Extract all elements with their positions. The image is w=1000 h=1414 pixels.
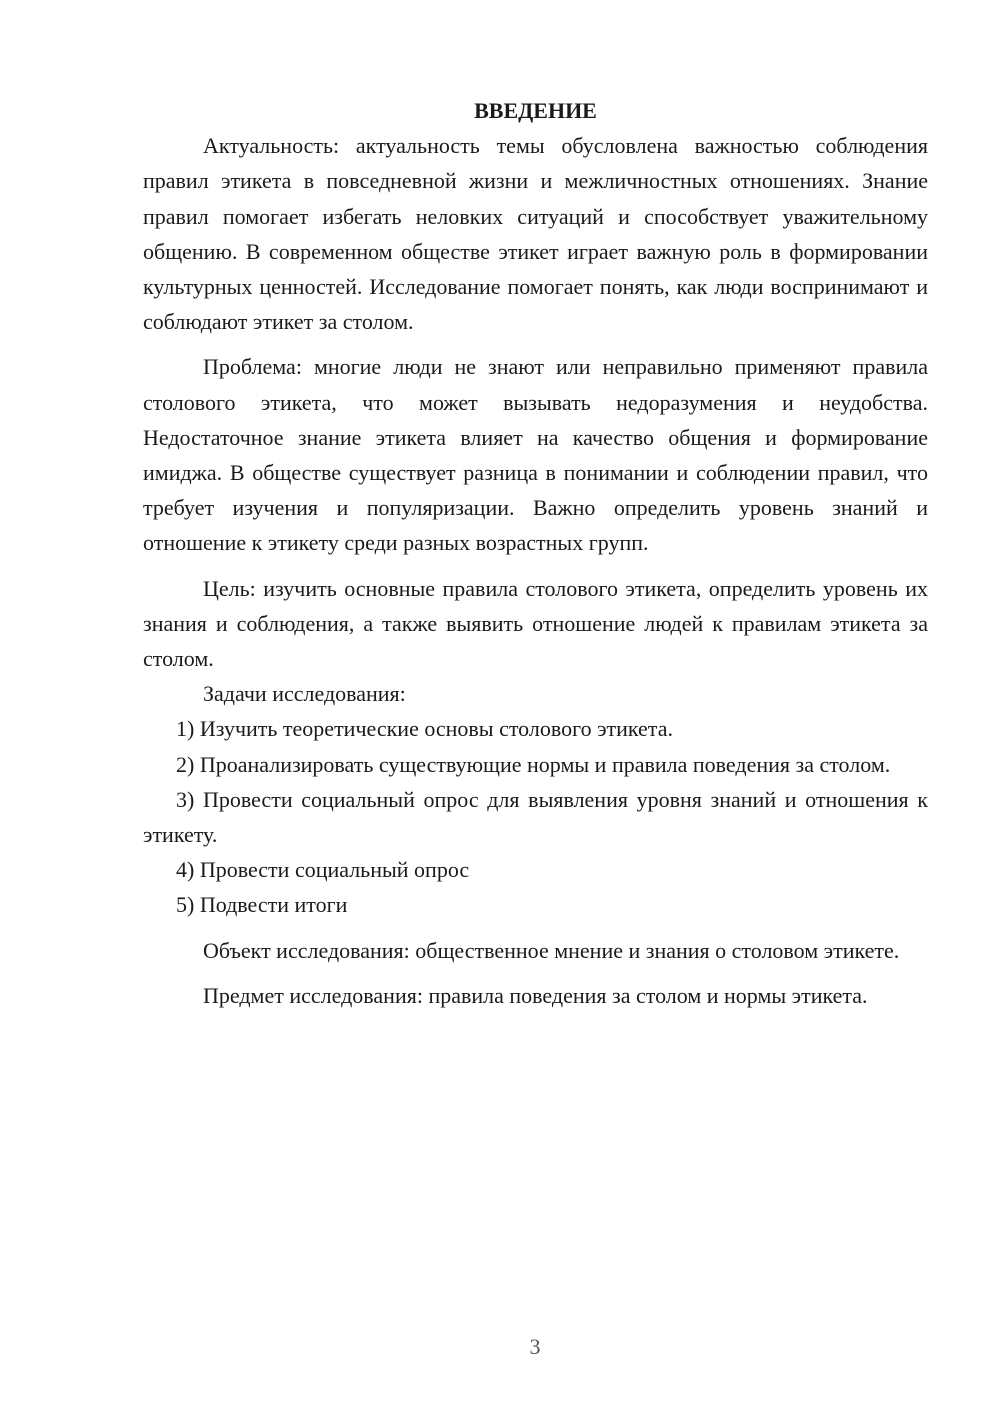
task-item-1: 1) Изучить теоретические основы столового этикета. bbox=[176, 716, 673, 742]
section-heading: ВВЕДЕНИЕ bbox=[474, 98, 597, 123]
paragraph-object: Объект исследования: общественное мнение и знания о столовом этикете. bbox=[203, 937, 900, 963]
task-item-3: 3) Провести социальный опрос для выявления уровня знаний и отношения к этикету. bbox=[143, 786, 928, 848]
paragraph-goal: Цель: изучить основные правила столового этикета, определить уровень их знания и соблюдения, а также выявить отношение людей к правилам этикета за столом. bbox=[143, 575, 928, 672]
page-number: 3 bbox=[529, 1334, 541, 1359]
task-item-2: 2) Проанализировать существующие нормы и правила поведения за столом. bbox=[176, 751, 891, 777]
tasks-title: Задачи исследования: bbox=[203, 681, 406, 707]
task-item-4: 4) Провести социальный опрос bbox=[176, 857, 470, 883]
task-item-5: 5) Подвести итоги bbox=[176, 892, 348, 918]
paragraph-problem: Проблема: многие люди не знают или неправильно применяют правила столового этикета, что может вызывать недоразумения и неудобства. Недостаточное знание этикета влияет на качество общения и формирование имиджа. В обществе существует разница в понимании и соблюдении правил, что требует изучения и популяризации. Важно определить уровень знаний и отношение к этикету среди разных возрастных групп. bbox=[143, 354, 928, 556]
paragraph-relevance: Актуальность: актуальность темы обусловлена важностью соблюдения правил этикета в повседневной жизни и межличностных отношениях. Знание правил помогает избегать неловких ситуаций и способствует уважительному общению. В современном обществе этикет играет важную роль в формировании культурных ценностей. Исследование помогает понять, как люди воспринимают и соблюдают этикет за столом. bbox=[143, 133, 928, 335]
page-content bbox=[143, 93, 928, 1013]
paragraph-subject: Предмет исследования: правила поведения за столом и нормы этикета. bbox=[203, 982, 868, 1008]
